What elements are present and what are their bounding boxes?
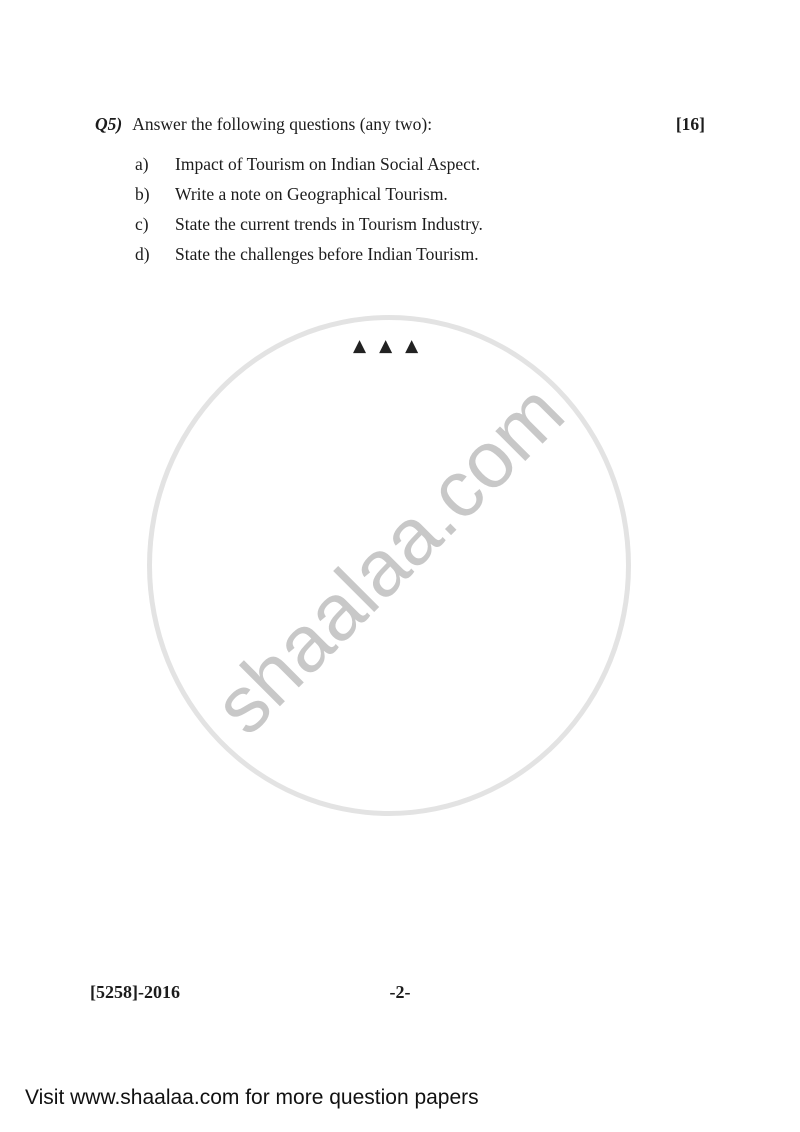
site-banner-text: Visit www.shaalaa.com for more question papers [25,1086,479,1109]
question-item-c [135,213,483,243]
triangle-icon: ▲ [353,336,367,356]
item-letter: d) [135,244,150,264]
question-header [95,114,705,135]
question-item-a [135,153,483,183]
question-items-list [135,153,483,273]
question-text: Answer the following questions (any two): [132,114,433,134]
item-letter: a) [135,154,149,174]
question-number: Q5) [95,114,123,134]
question-item-b [135,183,483,213]
item-text: Impact of Tourism on Indian Social Aspect. [175,154,481,174]
item-letter: b) [135,184,150,204]
page-number: -2- [389,982,411,1002]
watermark-text: shaalaa.com [196,366,581,751]
question-marks: [16] [675,114,705,134]
triangle-icon: ▲ [405,336,419,356]
paper-code: [5258]-2016 [90,982,180,1002]
question-item-d [135,243,483,273]
item-text: State the current trends in Tourism Industry. [175,214,483,234]
item-text: Write a note on Geographical Tourism. [175,184,448,204]
triangle-icon: ▲ [379,336,393,356]
item-letter: c) [135,214,149,234]
item-text: State the challenges before Indian Tourism. [175,244,479,264]
